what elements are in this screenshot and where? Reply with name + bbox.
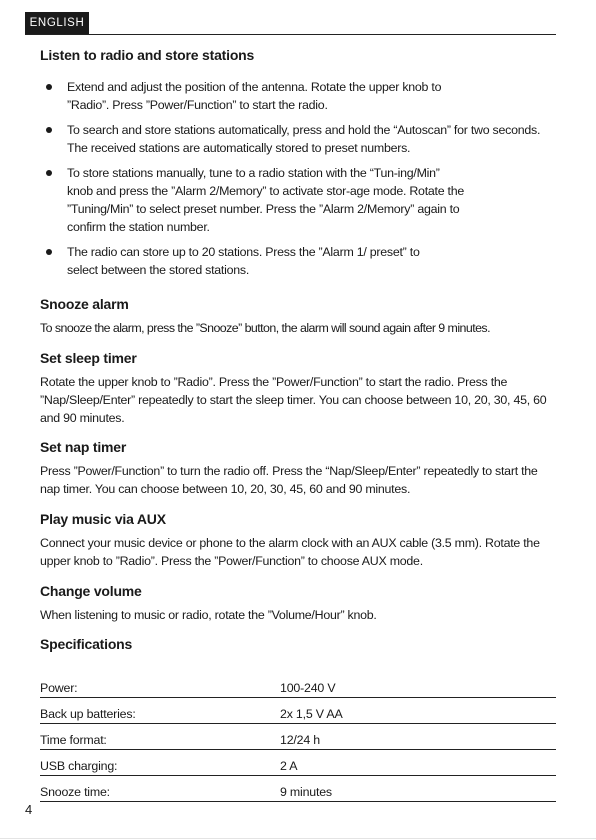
spec-label: Snooze time:: [40, 776, 280, 802]
section-title: Snooze alarm: [40, 296, 129, 312]
section-snooze: [40, 296, 556, 337]
bullet-text: Extend and adjust the position of the antenna. Rotate the upper knob to ”Radio”. Press ”Power/Function” to start the radio.: [67, 80, 442, 112]
section-title: Play music via AUX: [40, 511, 166, 527]
spec-value: 2x 1,5 V AA: [280, 698, 556, 724]
bullet-icon: [46, 127, 52, 133]
radio-bullet-list: [40, 78, 547, 279]
bullet-icon: [46, 249, 52, 255]
section-text: To snooze the alarm, press the ”Snooze” button, the alarm will sound again after 9 minutes.: [40, 321, 490, 335]
section-sleep-timer: [40, 350, 556, 427]
section-aux: [40, 511, 556, 570]
section-radio: [40, 47, 547, 286]
spec-label: Back up batteries:: [40, 698, 280, 724]
language-tab: ENGLISH: [25, 12, 89, 34]
section-text: Connect your music device or phone to the alarm clock with an AUX cable (3.5 mm). Rotate the upper knob to ”Radio”. Press the ”Power/Function” to choose AUX mode.: [40, 536, 540, 568]
section-title: Set nap timer: [40, 439, 127, 455]
section-title: Listen to radio and store stations: [40, 47, 255, 63]
table-row: [40, 750, 556, 776]
spec-label: Power:: [40, 672, 280, 698]
language-header: [25, 12, 556, 35]
spec-value: 100-240 V: [280, 672, 556, 698]
section-text: When listening to music or radio, rotate the ”Volume/Hour” knob.: [40, 608, 377, 622]
section-specifications: [40, 636, 556, 652]
bullet-text: To search and store stations automatically, press and hold the “Autoscan” for two seconds. The received stations are automatically stored to preset numbers.: [67, 123, 541, 155]
specifications-table: [40, 672, 556, 802]
bullet-item: [40, 121, 547, 157]
section-nap-timer: [40, 439, 556, 498]
spec-label: Time format:: [40, 724, 280, 750]
section-volume: [40, 583, 556, 624]
table-row: [40, 698, 556, 724]
section-title: Change volume: [40, 583, 142, 599]
bullet-icon: [46, 84, 52, 90]
bullet-text: The radio can store up to 20 stations. Press the ”Alarm 1/ preset” to select between the stored stations.: [67, 245, 420, 277]
spec-value: 12/24 h: [280, 724, 556, 750]
bullet-icon: [46, 170, 52, 176]
section-title: Set sleep timer: [40, 350, 137, 366]
page-number: 4: [25, 802, 33, 817]
section-text: Rotate the upper knob to ”Radio”. Press the ”Power/Function” to start the radio. Press the ”Nap/Sleep/Enter” repeatedly to start the sleep timer. You can choose between 10, 20, 30, 45, 60 and 90 minutes.: [40, 375, 547, 425]
bullet-text: To store stations manually, tune to a radio station with the “Tun-ing/Min” knob and press the ”Alarm 2/Memory” to activate stor-age mode. Rotate the ”Tuning/Min” to select preset number. Press the ”Alarm 2/Memory” again to confirm the station number.: [67, 166, 465, 234]
table-row: [40, 776, 556, 802]
bullet-item: [40, 164, 467, 236]
table-row: [40, 724, 556, 750]
section-text: Press ”Power/Function” to turn the radio off. Press the “Nap/Sleep/Enter” repeatedly to start the nap timer. You can choose between 10, 20, 30, 45, 60 and 90 minutes.: [40, 464, 538, 496]
page-edge-divider: [0, 838, 596, 839]
bullet-item: [40, 243, 427, 279]
spec-value: 2 A: [280, 750, 556, 776]
table-row: [40, 672, 556, 698]
spec-label: USB charging:: [40, 750, 280, 776]
bullet-item: [40, 78, 447, 114]
spec-value: 9 minutes: [280, 776, 556, 802]
section-title: Specifications: [40, 636, 133, 652]
